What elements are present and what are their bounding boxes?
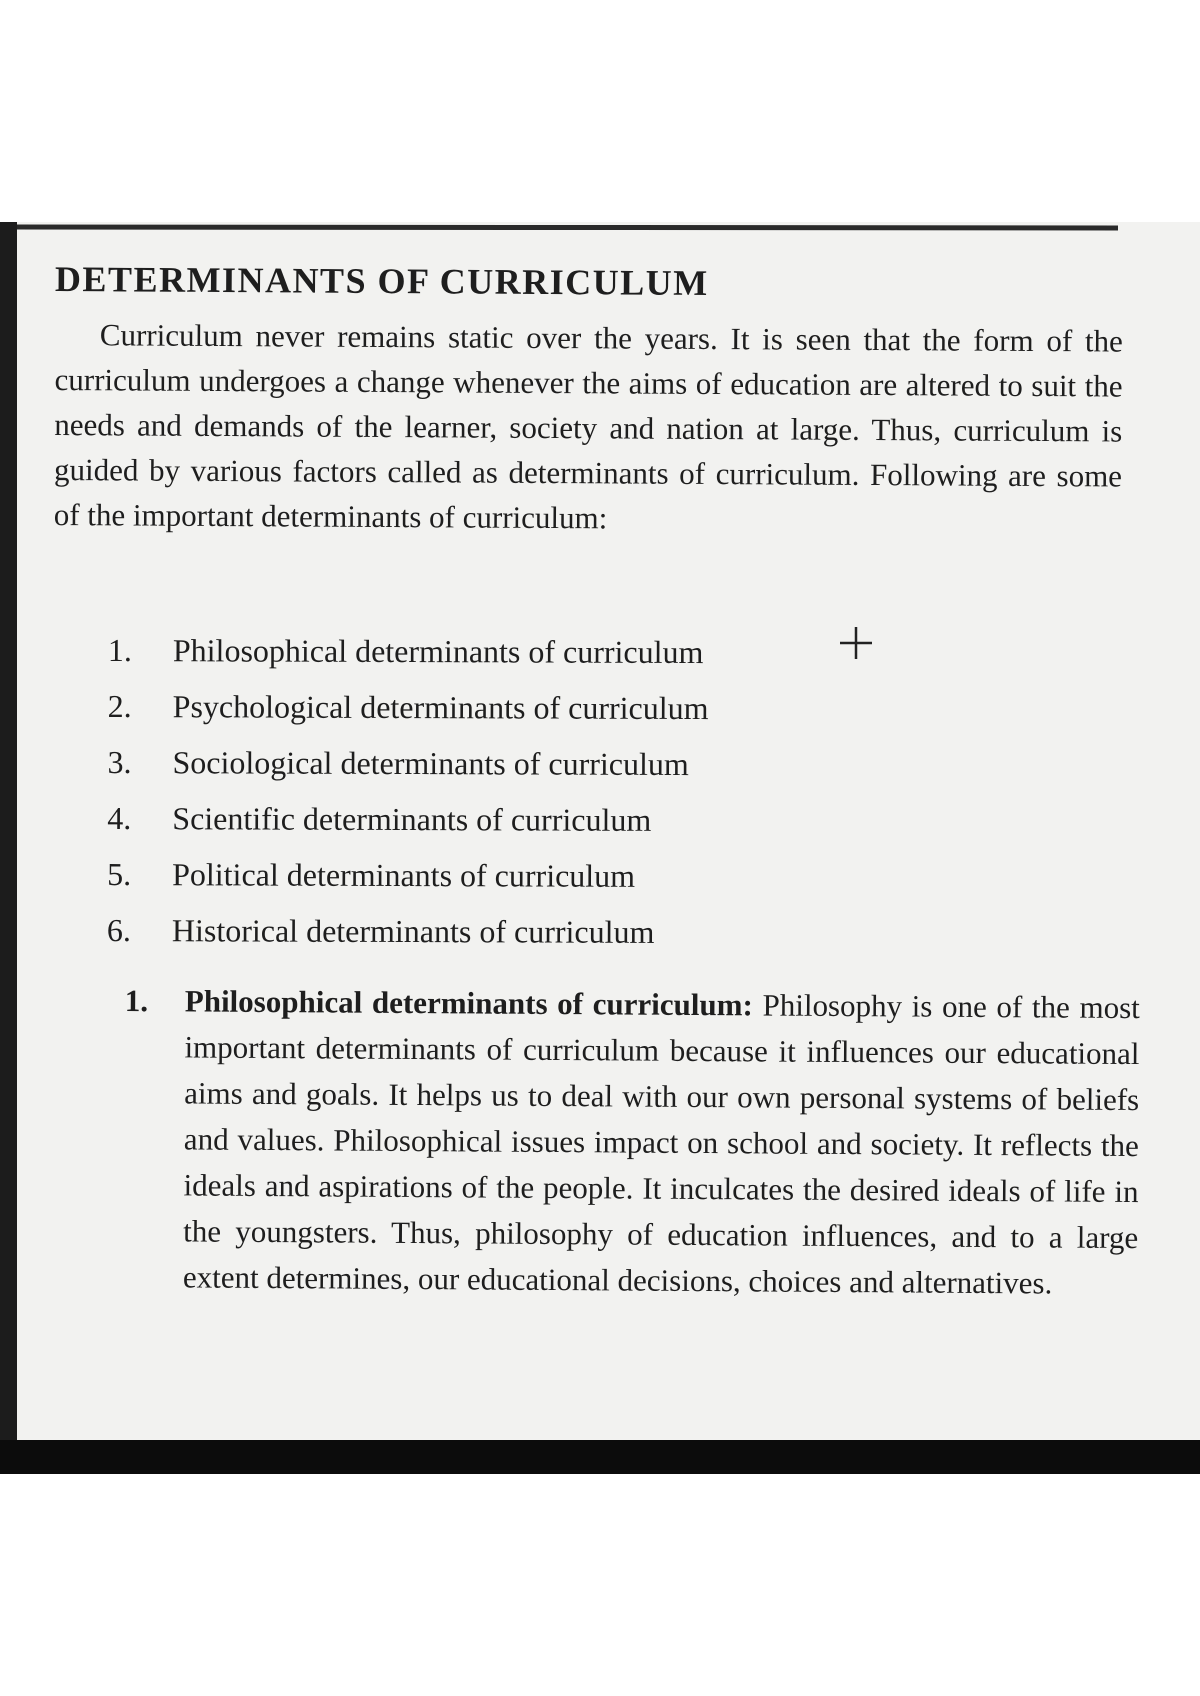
list-item-number: 6. (106, 911, 131, 949)
list-item-number: 1. (107, 631, 132, 669)
list-item (108, 678, 709, 736)
list-item (107, 846, 708, 904)
list-item-number: 5. (107, 855, 132, 893)
section-lead: Philosophical determinants of curriculum: (184, 983, 753, 1023)
list-item-number: 3. (107, 743, 132, 781)
list-item (107, 902, 708, 960)
list-item-text: Political determinants of curriculum (172, 856, 636, 894)
page-title: DETERMINANTS OF CURRICULUM (54, 259, 709, 303)
list-item-text: Scientific determinants of curriculum (172, 800, 652, 838)
section-number: 1. (124, 982, 149, 1019)
list-item-text: Psychological determinants of curriculum (172, 688, 709, 727)
section-text: Philosophy is one of the most important determinants of curriculum because it influences our educational aims and goals. It helps us to deal with our own personal systems of beliefs and values. Philosophical issues impact on school and society. It reflects the ideals and aspirations of the people. It inculcates the desired ideals of life in the youngsters. Thus, philosophy of education influences, and to a large extent determines, our educational decisions, choices and alternatives. (182, 987, 1140, 1301)
bottom-border (0, 1440, 1200, 1474)
list-item-number: 4. (107, 799, 132, 837)
top-rule (14, 225, 1118, 231)
list-item (108, 622, 709, 680)
intro-paragraph: Curriculum never remains static over the years. It is seen that the form of the curriculum undergoes a change whenever the aims of education are altered to suit the needs and demands of the learner, society and nation at large. Thus, curriculum is guided by various factors called as determinants of curriculum. Following are some of the important determinants of curriculum: (53, 317, 1123, 536)
list-item-text: Historical determinants of curriculum (171, 912, 655, 950)
list-item-text: Philosophical determinants of curriculum (172, 632, 704, 671)
philosophical-section (123, 978, 1140, 1307)
crosshair-cursor-icon (838, 625, 874, 661)
list-item-number: 2. (107, 687, 132, 725)
list-item-text: Sociological determinants of curriculum (172, 744, 689, 783)
section-body (123, 978, 1140, 1307)
left-page-edge (0, 222, 17, 1470)
determinants-list (107, 622, 709, 960)
list-item (107, 790, 708, 848)
list-item (107, 734, 708, 792)
